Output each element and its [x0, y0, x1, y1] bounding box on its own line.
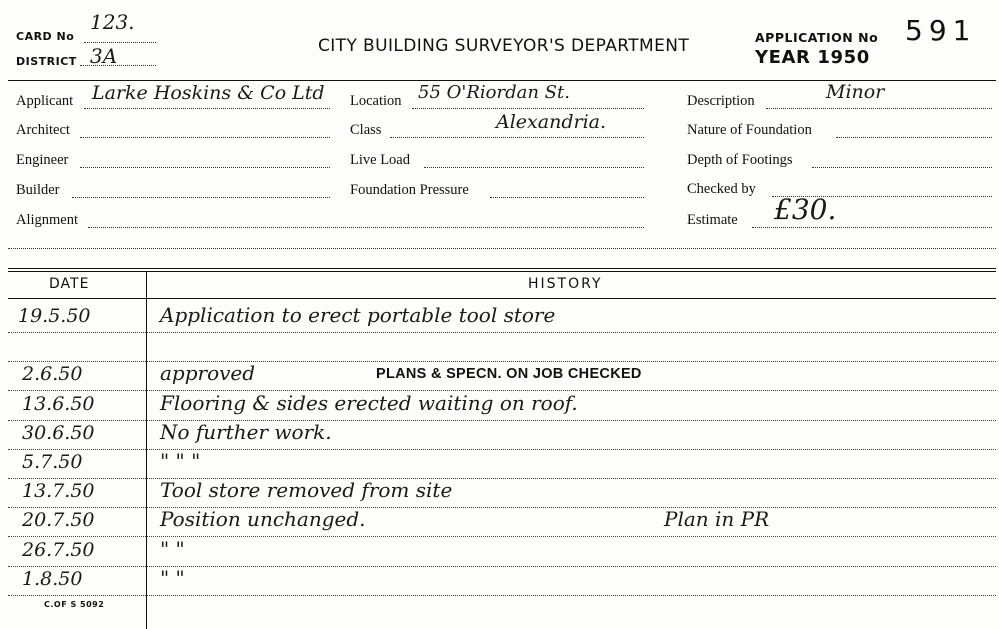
engineer-line — [80, 167, 330, 168]
history-row — [0, 566, 999, 596]
depth-of-footings-line — [812, 167, 992, 168]
history-stamp: PLANS & SPECN. ON JOB CHECKED — [376, 366, 642, 383]
description-value: Minor — [826, 81, 885, 103]
history-top-rule-2 — [8, 271, 996, 272]
architect-line — [80, 137, 330, 138]
description-label: Description — [687, 93, 755, 109]
applicant-value: Larke Hoskins & Co Ltd — [92, 82, 325, 104]
history-row — [0, 507, 999, 537]
class-label: Class — [350, 122, 382, 138]
history-date: 20.7.50 — [22, 509, 95, 532]
applicant-label: Applicant — [16, 93, 74, 109]
history-date: 13.7.50 — [22, 480, 95, 503]
history-entry: " " — [160, 536, 185, 561]
estimate-line — [752, 227, 992, 228]
description-line — [766, 108, 992, 109]
history-entry: Flooring & sides erected waiting on roof. — [160, 390, 578, 415]
engineer-label: Engineer — [16, 152, 69, 168]
class-value: Alexandria. — [496, 111, 607, 133]
history-date: 2.6.50 — [22, 363, 83, 386]
district-label: DISTRICT — [16, 55, 77, 68]
history-date: 13.6.50 — [22, 392, 95, 415]
application-no-label: APPLICATION No — [755, 30, 879, 45]
history-row — [0, 303, 999, 333]
history-note: Plan in PR — [664, 507, 770, 532]
district-value: 3A — [90, 44, 118, 68]
history-date: 5.7.50 — [22, 451, 83, 473]
builder-label: Builder — [16, 182, 60, 198]
form-code: C.OF S 5092 — [44, 600, 105, 609]
foundation-pressure-label: Foundation Pressure — [350, 182, 469, 198]
history-top-rule — [8, 268, 996, 269]
history-entry: Application to erect portable tool store — [160, 303, 556, 327]
application-no-value: 591 — [905, 14, 977, 47]
history-header: HISTORY — [528, 276, 603, 292]
history-header-rule — [8, 298, 996, 299]
class-line — [390, 137, 644, 138]
history-row — [0, 361, 999, 391]
alignment-label: Alignment — [16, 212, 79, 228]
foundation-pressure-line — [490, 197, 644, 198]
location-value: 55 O'Riordan St. — [418, 82, 570, 103]
live-load-label: Live Load — [350, 152, 410, 168]
fields-bottom-dotted — [8, 248, 996, 249]
history-entry: approved — [160, 361, 256, 386]
year-label: YEAR 1950 — [755, 47, 870, 68]
applicant-line — [84, 108, 330, 109]
estimate-label: Estimate — [687, 212, 738, 228]
date-header: DATE — [49, 276, 90, 292]
architect-label: Architect — [16, 122, 70, 138]
history-date: 30.6.50 — [22, 421, 95, 444]
alignment-line — [88, 227, 644, 228]
nature-of-foundation-label: Nature of Foundation — [687, 122, 812, 138]
history-entry: " " " — [160, 449, 201, 473]
checked-by-label: Checked by — [687, 181, 756, 197]
history-entry: " " — [160, 565, 185, 590]
department-title: CITY BUILDING SURVEYOR'S DEPARTMENT — [318, 36, 690, 56]
location-label: Location — [350, 93, 402, 109]
builder-line — [72, 197, 330, 198]
history-row-rule — [8, 595, 996, 596]
history-row — [0, 537, 999, 567]
nature-of-foundation-line — [836, 137, 992, 138]
card-no-label: CARD No — [16, 30, 75, 43]
card-no-value: 123. — [90, 10, 135, 34]
live-load-line — [424, 167, 644, 168]
history-row — [0, 332, 999, 362]
history-entry: Tool store removed from site — [160, 478, 453, 503]
history-row — [0, 478, 999, 508]
depth-of-footings-label: Depth of Footings — [687, 152, 793, 168]
history-entry: No further work. — [160, 419, 332, 444]
card-no-line — [84, 42, 156, 43]
history-date: 26.7.50 — [22, 538, 95, 561]
history-row — [0, 391, 999, 421]
history-row — [0, 449, 999, 479]
estimate-value: £30. — [774, 193, 837, 226]
history-row — [0, 420, 999, 450]
history-entry: Position unchanged. — [160, 507, 366, 532]
location-line — [412, 108, 644, 109]
history-date: 19.5.50 — [18, 305, 91, 327]
history-date: 1.8.50 — [22, 567, 83, 590]
